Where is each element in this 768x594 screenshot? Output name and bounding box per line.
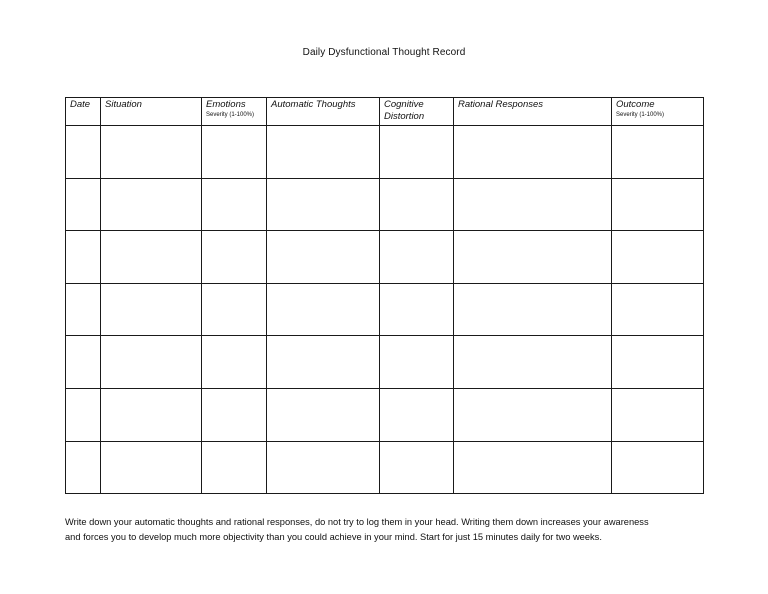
table-row — [66, 126, 704, 179]
table-cell[interactable] — [380, 388, 454, 441]
table-cell[interactable] — [101, 178, 202, 231]
document-title: Daily Dysfunctional Thought Record — [302, 47, 466, 58]
table-cell[interactable] — [612, 126, 704, 179]
table-cell[interactable] — [66, 441, 101, 494]
table-cell[interactable] — [202, 126, 267, 179]
header-label: Automatic Thoughts — [271, 99, 356, 110]
table-cell[interactable] — [66, 231, 101, 284]
table-row — [66, 231, 704, 284]
table-cell[interactable] — [380, 178, 454, 231]
header-emotions — [202, 98, 267, 126]
table-cell[interactable] — [612, 441, 704, 494]
header-automatic-thoughts — [267, 98, 380, 126]
table-cell[interactable] — [612, 283, 704, 336]
table-cell[interactable] — [202, 336, 267, 389]
table-cell[interactable] — [101, 231, 202, 284]
table-cell[interactable] — [380, 441, 454, 494]
instructions-line-1: Write down your automatic thoughts and rational responses, do not try to log them in your head. Writing them down increases your awareness — [65, 517, 649, 527]
header-rational-responses — [454, 98, 612, 126]
header-label: Rational Responses — [458, 99, 544, 110]
header-date — [66, 98, 101, 126]
table-cell[interactable] — [101, 283, 202, 336]
table-cell[interactable] — [267, 388, 380, 441]
table-row — [66, 283, 704, 336]
table-cell[interactable] — [202, 388, 267, 441]
table-cell[interactable] — [454, 336, 612, 389]
header-sublabel: Severity (1-100%) — [206, 112, 255, 118]
table-row — [66, 178, 704, 231]
table-cell[interactable] — [380, 126, 454, 179]
table-cell[interactable] — [202, 283, 267, 336]
table-cell[interactable] — [380, 283, 454, 336]
table-cell[interactable] — [101, 441, 202, 494]
table-cell[interactable] — [380, 231, 454, 284]
table-cell[interactable] — [454, 283, 612, 336]
table-cell[interactable] — [66, 388, 101, 441]
table-cell[interactable] — [267, 283, 380, 336]
table-cell[interactable] — [267, 231, 380, 284]
table-cell[interactable] — [612, 178, 704, 231]
header-situation — [101, 98, 202, 126]
table-row — [66, 388, 704, 441]
instructions-text — [65, 515, 725, 545]
table-header-row — [66, 98, 704, 126]
table-cell[interactable] — [612, 388, 704, 441]
table-cell[interactable] — [380, 336, 454, 389]
instructions-line-2: and forces you to develop much more objectivity than you could achieve in your mind. Start for just 15 minutes daily for two weeks. — [65, 532, 602, 542]
header-label: Outcome — [616, 99, 655, 110]
table-cell[interactable] — [267, 336, 380, 389]
header-label: Emotions — [206, 99, 246, 110]
table-cell[interactable] — [66, 336, 101, 389]
table-cell[interactable] — [267, 178, 380, 231]
table-cell[interactable] — [66, 126, 101, 179]
table-cell[interactable] — [612, 231, 704, 284]
table-cell[interactable] — [202, 231, 267, 284]
table-cell[interactable] — [454, 126, 612, 179]
table-cell[interactable] — [454, 178, 612, 231]
table-cell[interactable] — [454, 388, 612, 441]
table-cell[interactable] — [202, 441, 267, 494]
table-cell[interactable] — [612, 336, 704, 389]
header-label: Situation — [105, 99, 142, 110]
table-cell[interactable] — [202, 178, 267, 231]
table-cell[interactable] — [66, 178, 101, 231]
table-cell[interactable] — [267, 126, 380, 179]
table-row — [66, 336, 704, 389]
table-cell[interactable] — [454, 231, 612, 284]
table-cell[interactable] — [66, 283, 101, 336]
header-outcome — [612, 98, 704, 126]
header-label: Cognitive Distortion — [384, 99, 425, 122]
table-cell[interactable] — [454, 441, 612, 494]
table-cell[interactable] — [101, 336, 202, 389]
table-cell[interactable] — [267, 441, 380, 494]
header-label: Date — [70, 99, 91, 110]
header-cognitive-distortion — [380, 98, 454, 126]
table-row — [66, 441, 704, 494]
table-cell[interactable] — [101, 388, 202, 441]
thought-record-table — [65, 97, 704, 494]
header-sublabel: Severity (1-100%) — [616, 112, 665, 118]
table-cell[interactable] — [101, 126, 202, 179]
